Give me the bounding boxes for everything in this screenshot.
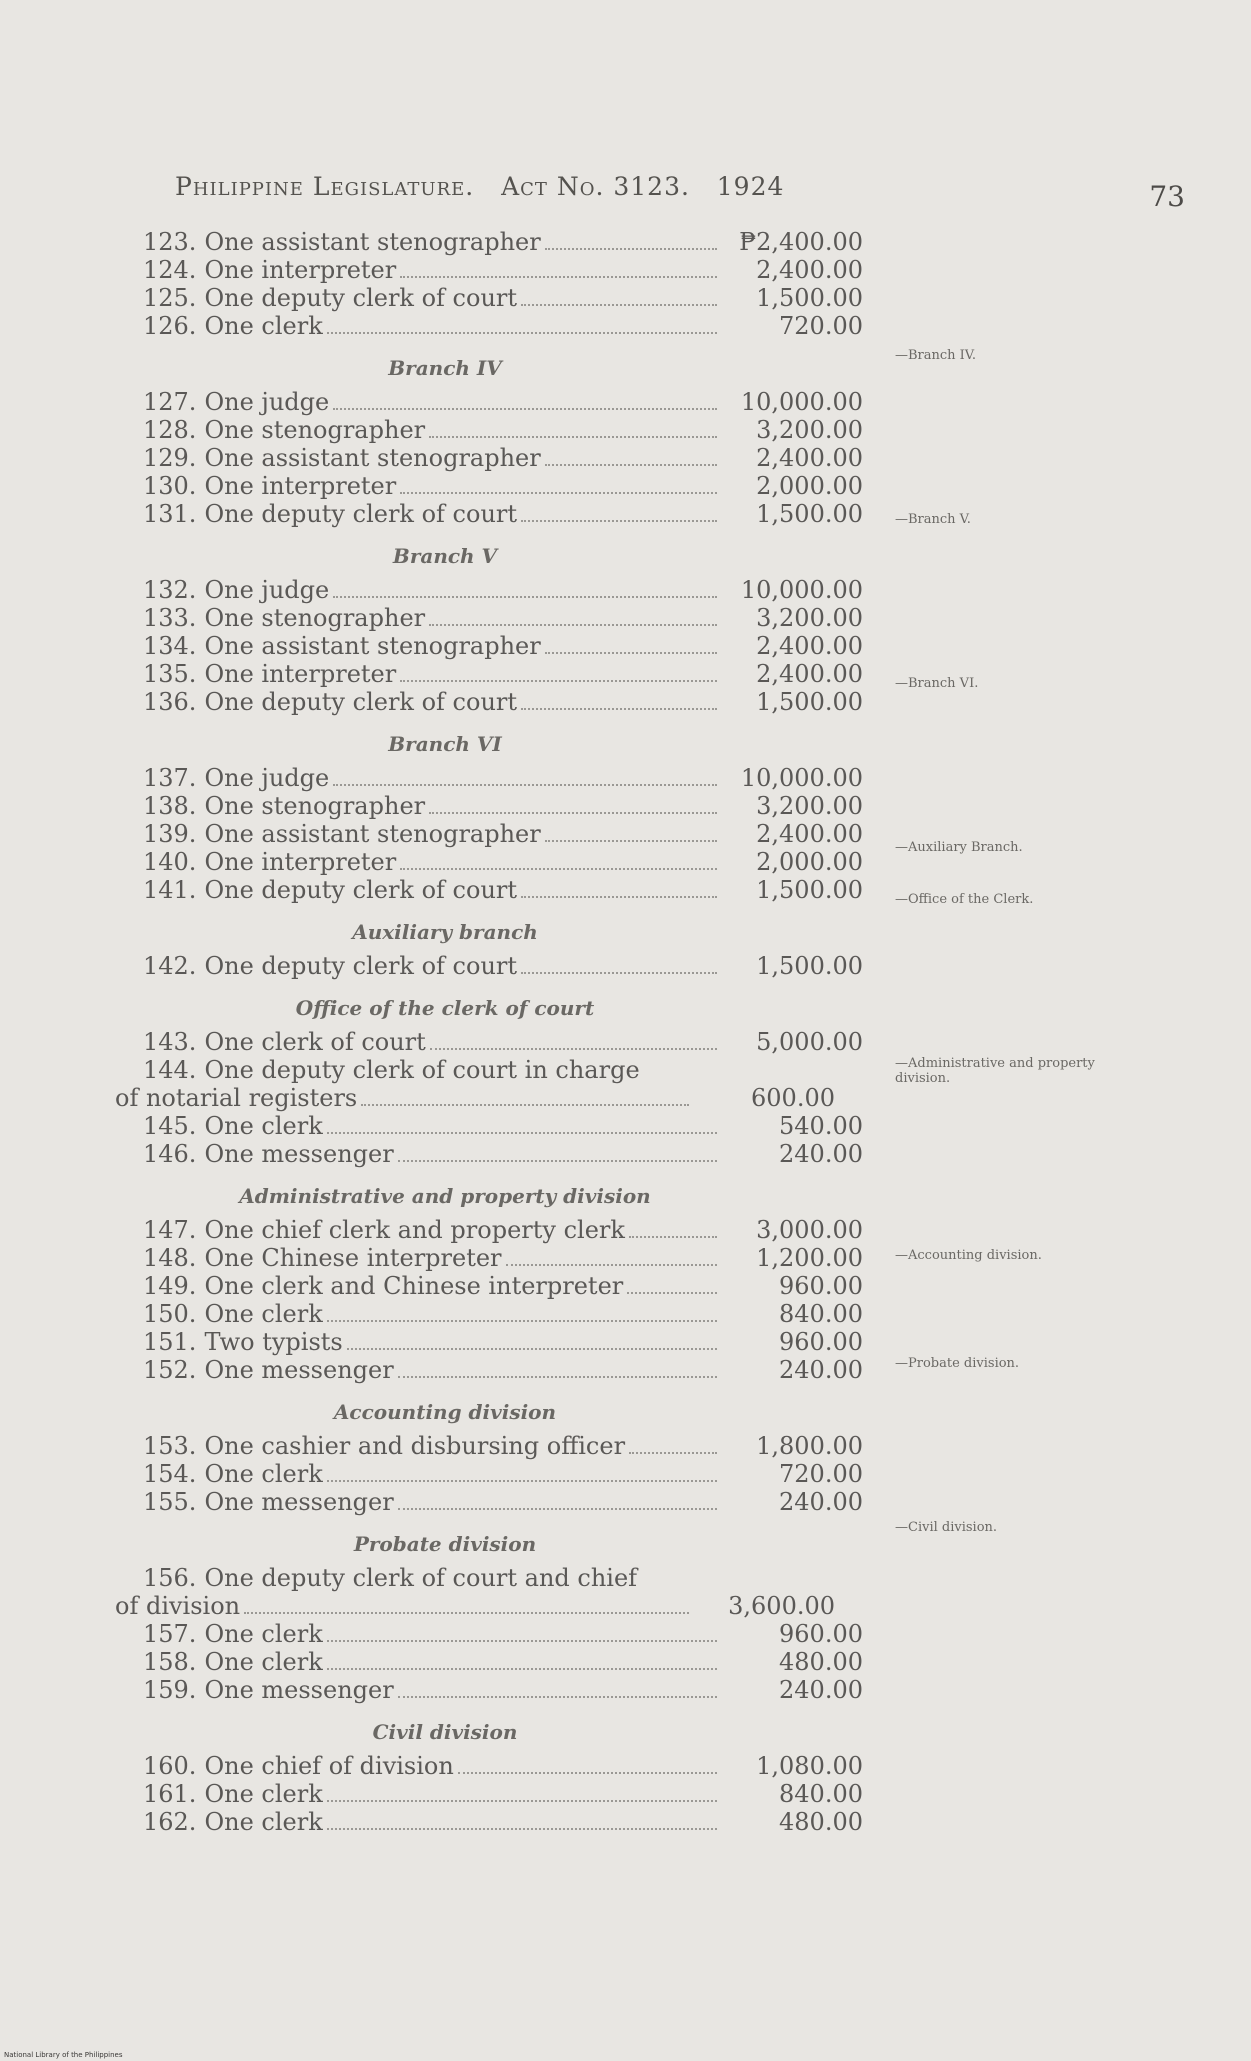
item-number: 131.	[143, 500, 197, 528]
margin-note: —Probate division.	[895, 1356, 1020, 1371]
item-amount: 480.00	[779, 1808, 863, 1836]
dot-leader	[629, 1451, 717, 1454]
item-number: 138.	[143, 792, 197, 820]
line-item	[115, 1808, 863, 1836]
item-description: One deputy clerk of court in charge	[204, 1056, 640, 1084]
item-number: 152.	[143, 1356, 197, 1384]
item-number: 158.	[143, 1648, 197, 1676]
dot-leader	[400, 491, 717, 494]
line-item	[115, 576, 863, 604]
item-amount: 2,400.00	[756, 820, 863, 848]
item-amount: 10,000.00	[740, 576, 863, 604]
line-item	[115, 1112, 863, 1140]
line-item	[115, 820, 863, 848]
item-number: 161.	[143, 1780, 197, 1808]
item-amount: 240.00	[779, 1356, 863, 1384]
margin-note: —Branch IV.	[895, 348, 977, 363]
item-number: 136.	[143, 688, 197, 716]
item-description: One deputy clerk of court	[204, 876, 518, 904]
section	[115, 228, 863, 340]
item-amount: 1,500.00	[756, 688, 863, 716]
item-description: One clerk	[204, 1460, 323, 1488]
section-title: Branch V	[392, 544, 498, 568]
item-amount: 960.00	[779, 1272, 863, 1300]
margin-note: —Branch V.	[895, 512, 971, 527]
item-description: One judge	[204, 388, 330, 416]
item-number: 139.	[143, 820, 197, 848]
line-item	[115, 500, 863, 528]
item-amount: 3,600.00	[728, 1592, 835, 1620]
dot-leader	[398, 1507, 717, 1510]
section-title: Accounting division	[333, 1400, 557, 1424]
line-item	[115, 1056, 775, 1084]
item-number: 148.	[143, 1244, 197, 1272]
line-item	[115, 1460, 863, 1488]
item-number: 141.	[143, 876, 197, 904]
line-item	[115, 284, 863, 312]
item-number: 128.	[143, 416, 197, 444]
dot-leader	[429, 435, 717, 438]
item-description: of division	[115, 1592, 241, 1620]
dot-leader	[333, 595, 717, 598]
item-description: One assistant stenographer	[204, 820, 541, 848]
item-number: 124.	[143, 256, 197, 284]
item-description: One clerk	[204, 1112, 323, 1140]
item-description: Two typists	[204, 1328, 343, 1356]
line-item	[115, 1140, 863, 1168]
item-number: 137.	[143, 764, 197, 792]
item-number: 129.	[143, 444, 197, 472]
item-amount: 960.00	[779, 1328, 863, 1356]
item-description: One stenographer	[204, 792, 426, 820]
line-item	[115, 792, 863, 820]
item-number: 154.	[143, 1460, 197, 1488]
dot-leader	[327, 1639, 717, 1642]
page-number: 73	[1149, 180, 1185, 213]
line-item	[115, 1272, 863, 1300]
item-number: 133.	[143, 604, 197, 632]
line-item	[115, 1676, 863, 1704]
line-item	[115, 1592, 835, 1620]
item-number: 155.	[143, 1488, 197, 1516]
line-item	[115, 1356, 863, 1384]
line-item	[115, 876, 863, 904]
item-description: One chief clerk and property clerk	[204, 1216, 625, 1244]
item-amount: 240.00	[779, 1676, 863, 1704]
item-number: 143.	[143, 1028, 197, 1056]
item-description: One messenger	[204, 1356, 394, 1384]
line-item	[115, 1564, 775, 1592]
item-number: 126.	[143, 312, 197, 340]
item-amount: 3,000.00	[756, 1216, 863, 1244]
line-item	[115, 1752, 863, 1780]
dot-leader	[506, 1263, 717, 1266]
section	[115, 1710, 863, 1836]
item-number: 140.	[143, 848, 197, 876]
item-number: 157.	[143, 1620, 197, 1648]
item-description: One chief of division	[204, 1752, 454, 1780]
item-description: One judge	[204, 576, 330, 604]
item-description: One messenger	[204, 1140, 394, 1168]
item-number: 142.	[143, 952, 197, 980]
item-description: One interpreter	[204, 660, 397, 688]
item-number: 135.	[143, 660, 197, 688]
line-item	[115, 1648, 863, 1676]
line-item	[115, 688, 863, 716]
line-item	[115, 632, 863, 660]
line-item	[115, 228, 863, 256]
item-amount: 3,200.00	[756, 604, 863, 632]
item-amount: 840.00	[779, 1300, 863, 1328]
dot-leader	[361, 1103, 689, 1106]
section	[115, 534, 863, 716]
item-description: of notarial registers	[115, 1084, 358, 1112]
item-description: One Chinese interpreter	[204, 1244, 502, 1272]
line-item	[115, 1780, 863, 1808]
dot-leader	[333, 783, 717, 786]
item-description: One stenographer	[204, 416, 426, 444]
dot-leader	[521, 707, 717, 710]
line-item	[115, 1328, 863, 1356]
dot-leader	[521, 519, 717, 522]
item-number: 125.	[143, 284, 197, 312]
item-description: One interpreter	[204, 256, 397, 284]
dot-leader	[398, 1375, 717, 1378]
section	[115, 346, 863, 528]
item-description: One clerk	[204, 1620, 323, 1648]
item-amount: 10,000.00	[740, 764, 863, 792]
item-amount: 720.00	[779, 312, 863, 340]
item-number: 151.	[143, 1328, 197, 1356]
line-item	[115, 604, 863, 632]
dot-leader	[430, 1047, 717, 1050]
item-number: 146.	[143, 1140, 197, 1168]
line-item	[115, 416, 863, 444]
dot-leader	[327, 1827, 717, 1830]
item-description: One judge	[204, 764, 330, 792]
item-amount: 600.00	[751, 1084, 835, 1112]
item-number: 147.	[143, 1216, 197, 1244]
dot-leader	[521, 971, 717, 974]
dot-leader	[327, 1799, 717, 1802]
item-number: 127.	[143, 388, 197, 416]
item-amount: 3,200.00	[756, 416, 863, 444]
item-description: One clerk	[204, 1780, 323, 1808]
item-description: One interpreter	[204, 848, 397, 876]
dot-leader	[545, 839, 717, 842]
line-item	[115, 1488, 863, 1516]
dot-leader	[429, 811, 717, 814]
item-amount: 2,400.00	[756, 444, 863, 472]
item-amount: ₱2,400.00	[739, 228, 863, 256]
item-description: One deputy clerk of court and chief	[204, 1564, 638, 1592]
item-amount: 480.00	[779, 1648, 863, 1676]
item-description: One messenger	[204, 1676, 394, 1704]
item-description: One deputy clerk of court	[204, 952, 518, 980]
item-amount: 3,200.00	[756, 792, 863, 820]
item-number: 159.	[143, 1676, 197, 1704]
header-title: Philippine Legislature.	[175, 172, 475, 201]
item-description: One clerk	[204, 1648, 323, 1676]
item-description: One assistant stenographer	[204, 444, 541, 472]
item-amount: 1,500.00	[756, 284, 863, 312]
dot-leader	[327, 331, 717, 334]
dot-leader	[545, 463, 717, 466]
line-item	[115, 388, 863, 416]
item-number: 156.	[143, 1564, 197, 1592]
item-number: 123.	[143, 228, 197, 256]
section	[115, 1390, 863, 1516]
section-title: Office of the clerk of court	[295, 996, 595, 1020]
line-item	[115, 1244, 863, 1272]
line-item	[115, 444, 863, 472]
dot-leader	[400, 679, 717, 682]
item-amount: 2,400.00	[756, 256, 863, 284]
dot-leader	[629, 1235, 717, 1238]
item-description: One clerk of court	[204, 1028, 426, 1056]
item-amount: 240.00	[779, 1488, 863, 1516]
dot-leader	[327, 1319, 717, 1322]
item-description: One assistant stenographer	[204, 228, 541, 256]
dot-leader	[545, 651, 717, 654]
section-title: Probate division	[353, 1532, 537, 1556]
item-number: 149.	[143, 1272, 197, 1300]
dot-leader	[627, 1291, 717, 1294]
line-item	[115, 1216, 863, 1244]
section	[115, 986, 863, 1168]
item-amount: 1,500.00	[756, 500, 863, 528]
item-description: One messenger	[204, 1488, 394, 1516]
line-item	[115, 1300, 863, 1328]
item-number: 134.	[143, 632, 197, 660]
line-item	[115, 1432, 863, 1460]
line-item	[115, 1620, 863, 1648]
line-item	[115, 256, 863, 284]
item-amount: 540.00	[779, 1112, 863, 1140]
item-number: 162.	[143, 1808, 197, 1836]
line-item	[115, 1084, 835, 1112]
footer-credit: National Library of the Philippines	[4, 2051, 123, 2059]
margin-note: —Administrative and property division.	[895, 1056, 1095, 1086]
item-amount: 10,000.00	[740, 388, 863, 416]
item-amount: 960.00	[779, 1620, 863, 1648]
item-description: One stenographer	[204, 604, 426, 632]
line-item	[115, 1028, 863, 1056]
dot-leader	[400, 867, 717, 870]
item-amount: 1,080.00	[756, 1752, 863, 1780]
header-act: Act No. 3123.	[501, 172, 690, 201]
section-title: Branch IV	[388, 356, 502, 380]
item-amount: 840.00	[779, 1780, 863, 1808]
section	[115, 722, 863, 904]
margin-note: —Office of the Clerk.	[895, 892, 1034, 907]
item-number: 130.	[143, 472, 197, 500]
dot-leader	[347, 1347, 717, 1350]
dot-leader	[521, 895, 717, 898]
dot-leader	[429, 623, 717, 626]
dot-leader	[400, 275, 717, 278]
margin-note: —Accounting division.	[895, 1248, 1042, 1263]
item-amount: 2,000.00	[756, 472, 863, 500]
appropriation-list	[115, 228, 863, 1842]
dot-leader	[458, 1771, 717, 1774]
item-amount: 720.00	[779, 1460, 863, 1488]
item-number: 150.	[143, 1300, 197, 1328]
line-item	[115, 764, 863, 792]
section	[115, 1522, 863, 1704]
item-description: One assistant stenographer	[204, 632, 541, 660]
item-amount: 5,000.00	[756, 1028, 863, 1056]
item-description: One clerk and Chinese interpreter	[204, 1272, 624, 1300]
item-description: One deputy clerk of court	[204, 688, 518, 716]
line-item	[115, 660, 863, 688]
item-number: 153.	[143, 1432, 197, 1460]
item-description: One cashier and disbursing officer	[204, 1432, 626, 1460]
item-amount: 1,500.00	[756, 876, 863, 904]
line-item	[115, 848, 863, 876]
section-title: Civil division	[372, 1720, 518, 1744]
item-description: One deputy clerk of court	[204, 284, 518, 312]
dot-leader	[333, 407, 717, 410]
dot-leader	[521, 303, 717, 306]
dot-leader	[327, 1131, 717, 1134]
item-description: One clerk	[204, 312, 323, 340]
dot-leader	[327, 1667, 717, 1670]
margin-note: —Branch VI.	[895, 676, 979, 691]
section-title: Auxiliary branch	[352, 920, 538, 944]
item-amount: 2,400.00	[756, 632, 863, 660]
item-description: One deputy clerk of court	[204, 500, 518, 528]
item-description: One clerk	[204, 1300, 323, 1328]
section-title: Branch VI	[388, 732, 502, 756]
item-number: 132.	[143, 576, 197, 604]
margin-note: —Auxiliary Branch.	[895, 840, 1023, 855]
running-header	[175, 172, 784, 201]
item-number: 160.	[143, 1752, 197, 1780]
dot-leader	[398, 1695, 717, 1698]
margin-note: —Civil division.	[895, 1520, 998, 1535]
dot-leader	[244, 1611, 689, 1614]
dot-leader	[398, 1159, 717, 1162]
item-amount: 1,200.00	[756, 1244, 863, 1272]
dot-leader	[545, 247, 717, 250]
item-description: One interpreter	[204, 472, 397, 500]
item-amount: 240.00	[779, 1140, 863, 1168]
section	[115, 910, 863, 980]
line-item	[115, 472, 863, 500]
section-title: Administrative and property division	[239, 1184, 651, 1208]
item-number: 145.	[143, 1112, 197, 1140]
item-amount: 1,500.00	[756, 952, 863, 980]
item-amount: 2,400.00	[756, 660, 863, 688]
header-year: 1924	[716, 172, 785, 201]
line-item	[115, 312, 863, 340]
section	[115, 1174, 863, 1384]
item-description: One clerk	[204, 1808, 323, 1836]
dot-leader	[327, 1479, 717, 1482]
item-number: 144.	[143, 1056, 197, 1084]
item-amount: 2,000.00	[756, 848, 863, 876]
item-amount: 1,800.00	[756, 1432, 863, 1460]
line-item	[115, 952, 863, 980]
